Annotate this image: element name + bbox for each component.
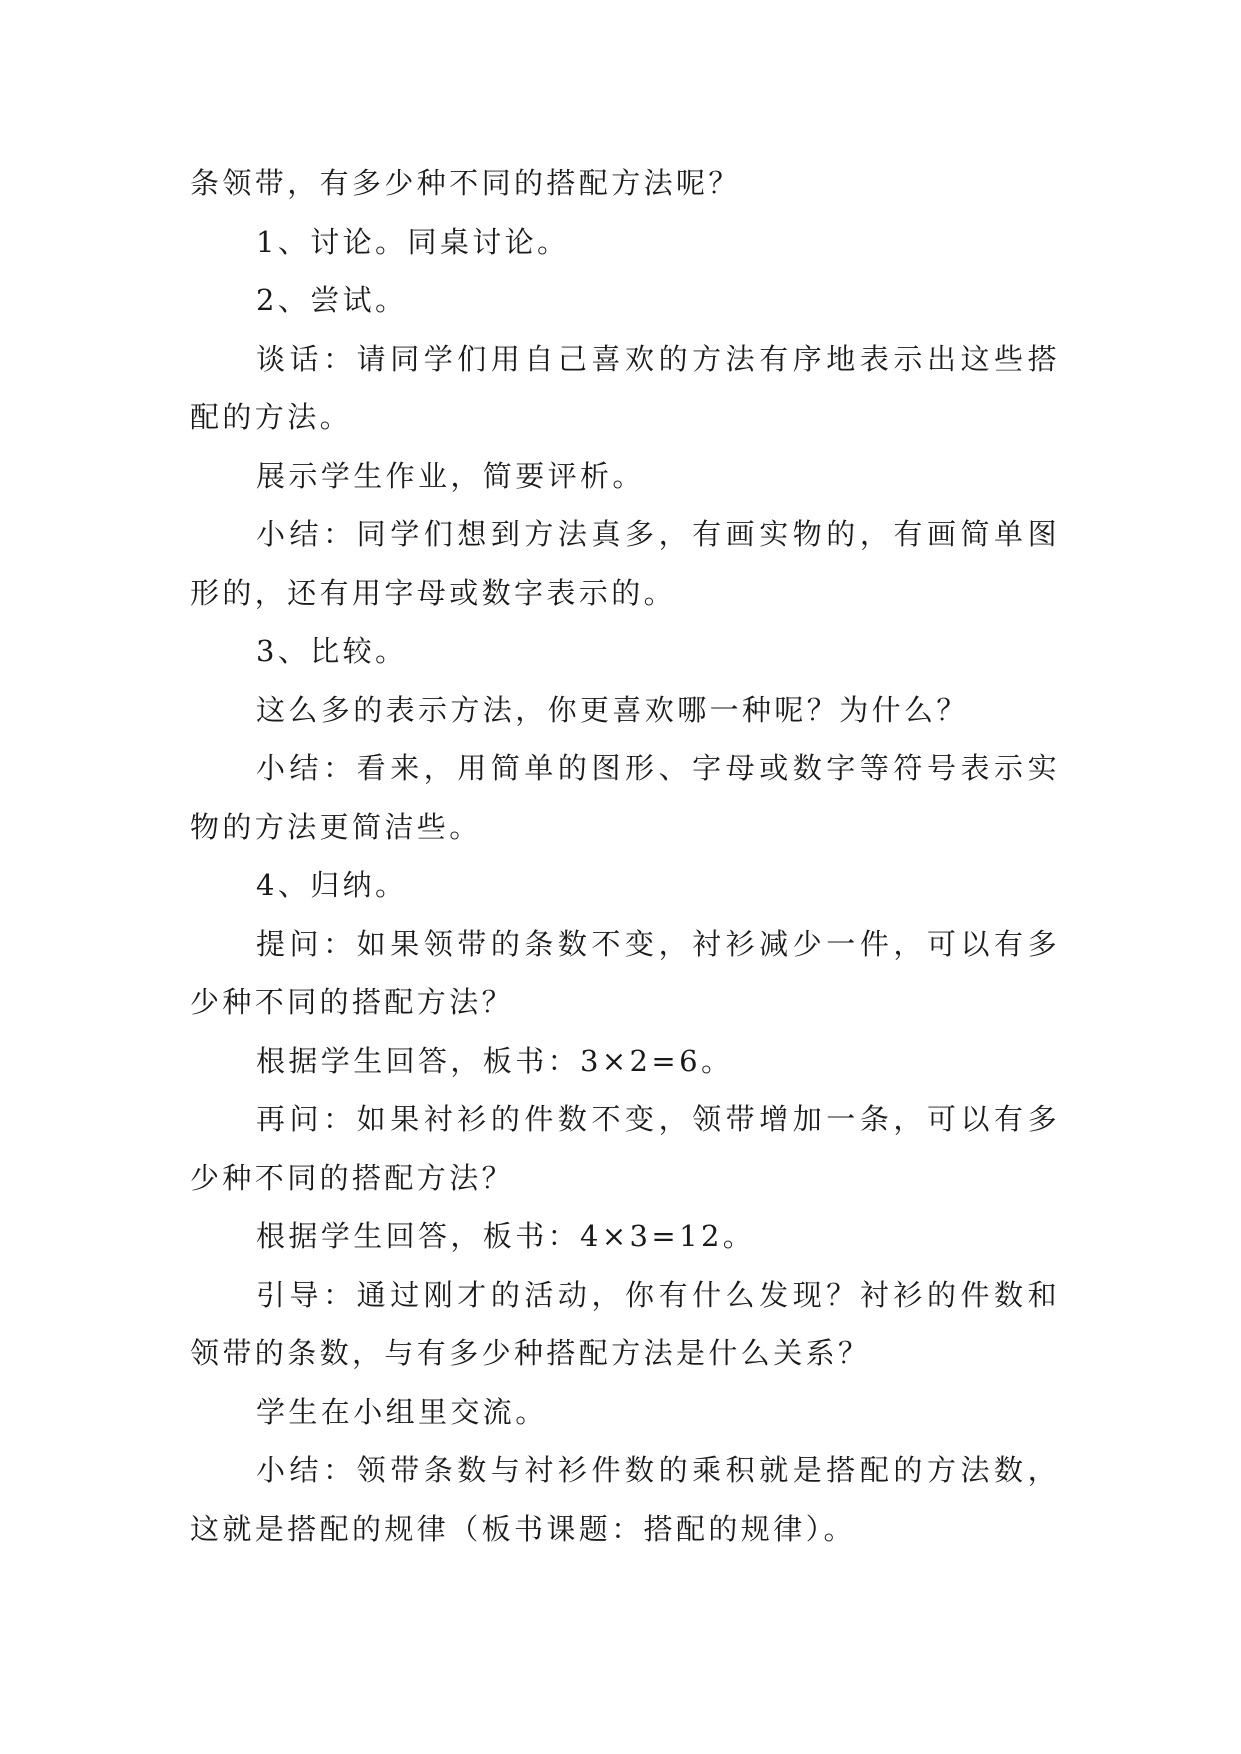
paragraph-board-1: 根据学生回答，板书：3×2=6。 xyxy=(256,1043,734,1078)
paragraph-talk: 谈话：请同学们用自己喜欢的方法有序地表示出这些搭配的方法。 xyxy=(190,341,1060,434)
document-body xyxy=(190,154,1060,1558)
paragraph-summary-3: 小结：领带条数与衬衫件数的乘积就是搭配的方法数，这就是搭配的规律（板书课题：搭配的规律）。 xyxy=(190,1453,1060,1546)
paragraph-group-exchange: 学生在小组里交流。 xyxy=(256,1394,548,1429)
paragraph-summary-2: 小结：看来，用简单的图形、字母或数字等符号表示实物的方法更简洁些。 xyxy=(190,751,1060,844)
paragraph-board-2: 根据学生回答，板书：4×3=12。 xyxy=(256,1219,756,1253)
paragraph-summary-1: 小结：同学们想到方法真多，有画实物的，有画简单图形的，还有用字母或数字表示的。 xyxy=(190,517,1060,610)
paragraph-discussion: 1、讨论。同桌讨论。 xyxy=(256,224,570,259)
paragraph-compare: 3、比较。 xyxy=(256,634,408,668)
paragraph-guide: 引导：通过刚才的活动，你有什么发现？衬衫的件数和领带的条数，与有多少种搭配方法是什么关系？ xyxy=(190,1277,1060,1370)
paragraph-continuation: 条领带，有多少种不同的搭配方法呢？ xyxy=(190,166,741,200)
paragraph-show-work: 展示学生作业，简要评析。 xyxy=(256,458,645,493)
paragraph-attempt: 2、尝试。 xyxy=(256,283,408,317)
paragraph-induction: 4、归纳。 xyxy=(256,868,408,902)
paragraph-question: 这么多的表示方法，你更喜欢哪一种呢？为什么？ xyxy=(256,692,969,727)
paragraph-ask-again: 再问：如果衬衫的件数不变，领带增加一条，可以有多少种不同的搭配方法？ xyxy=(190,1102,1060,1195)
paragraph-ask: 提问：如果领带的条数不变，衬衫减少一件，可以有多少种不同的搭配方法？ xyxy=(190,926,1060,1019)
